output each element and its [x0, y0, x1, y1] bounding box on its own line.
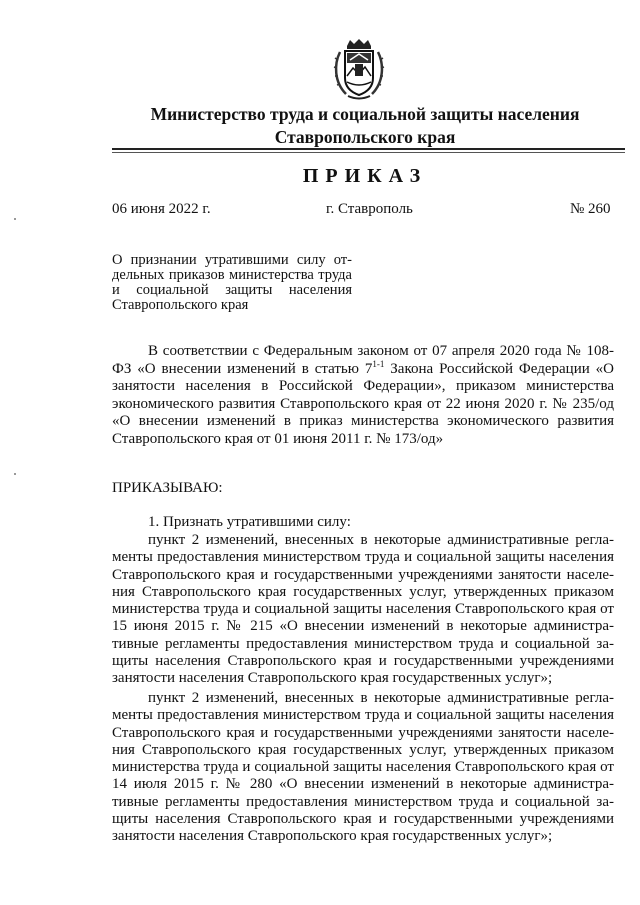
header-divider-thin: [112, 152, 625, 153]
document-subject: О признании утратившими силу отдельных приказов министерства труда и социальной защиты населения Ставропольского края: [112, 252, 352, 313]
document-type: ПРИКАЗ: [302, 165, 428, 187]
organization-name-line2: Ставропольского края: [274, 127, 456, 147]
document-date: 06 июня 2022 г.: [112, 201, 211, 217]
preamble-text-part2: Закона Российской Федерации «О занятости населения в Российской Федерации», приказом министерства экономического развития Ставропольского края от 22 июня 2020 г. № 235/од «О внесении изменений в приказ министерства экономического развития Ставропольского края от 01 июня 2011 г. № 173/од»: [112, 360, 614, 447]
preamble-paragraph: [112, 343, 614, 448]
order-keyword: ПРИКАЗЫВАЮ:: [112, 480, 223, 496]
item-1-heading: 1. Признать утратившими силу:: [148, 514, 351, 530]
document-number: № 260: [570, 201, 611, 217]
preamble-superscript: 1-1: [372, 358, 385, 369]
organization-name-line1: Министерство труда и социальной защиты населения: [150, 104, 580, 124]
scan-mark: [14, 473, 16, 475]
body-paragraph: пункт 2 изменений, внесенных в некоторые административные регламенты предоставления министерством труда и социальной защиты населения Ставропольского края и государственными учреждениями занятости населения Ставропольского края государственных услуг, утвержденных приказом министерства труда и социальной защиты населения Ставропольского края от 14 июля 2015 г. № 280 «О внесении изменений в некоторые административные регламенты предоставления министерством труда и социальной защиты населения Ставропольского края и государственными учреждениями занятости населения Ставропольского края государственных услуг»;: [112, 690, 614, 845]
header-divider: [112, 148, 625, 150]
document-city: г. Ставрополь: [326, 201, 413, 217]
organization-name: [100, 103, 630, 149]
scan-mark: [14, 218, 16, 220]
coat-of-arms-emblem: [330, 38, 388, 102]
body-paragraph: пункт 2 изменений, внесенных в некоторые административные регламенты предоставления министерством труда и социальной защиты населения Ставропольского края и государственными учреждениями занятости населения Ставропольского края государственных услуг, утвержденных приказом министерства труда и социальной защиты населения Ставропольского края от 15 июня 2015 г. № 215 «О внесении изменений в некоторые административные регламенты предоставления министерством труда и социальной защиты населения Ставропольского края и государственными учреждениями занятости населения Ставропольского края государственных услуг»;: [112, 532, 614, 687]
preamble-text-part1: В соответствии с Федеральным законом от 07 апреля 2020 года № 108-ФЗ «О внесении изменений в статью 7: [112, 343, 614, 377]
